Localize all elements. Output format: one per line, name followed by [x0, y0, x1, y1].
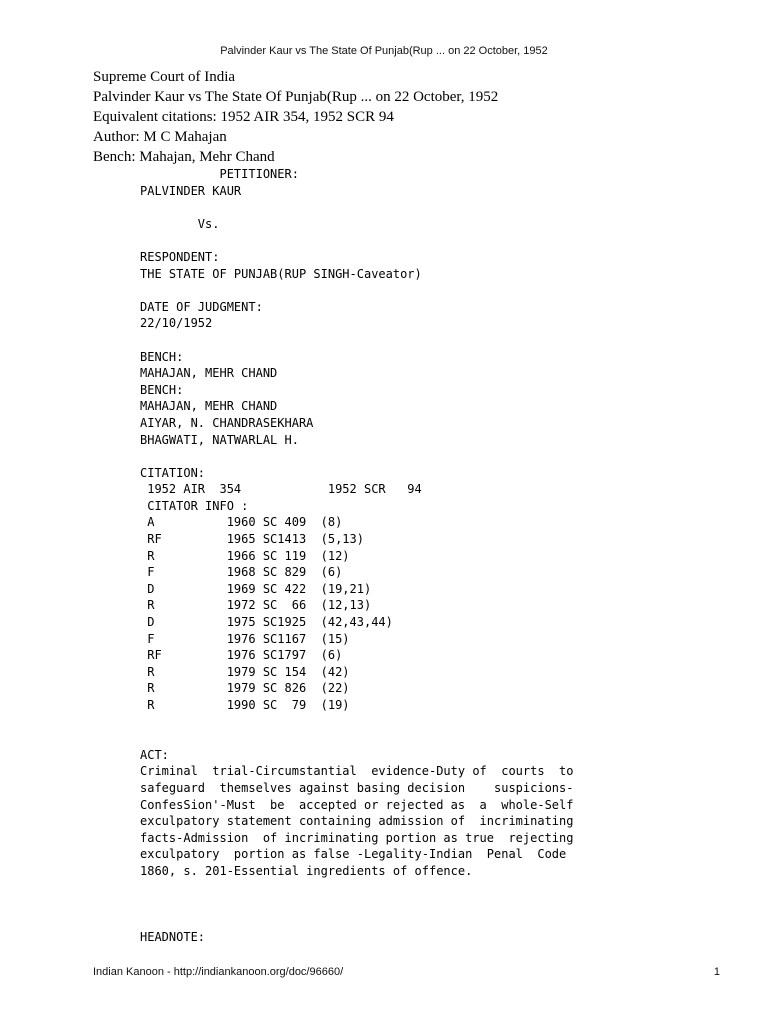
text-line: D 1969 SC 422 (19,21): [140, 581, 372, 596]
bench: Bench: Mahajan, Mehr Chand: [93, 149, 275, 165]
text-line: 1860, s. 201-Essential ingredients of offence.: [140, 863, 473, 878]
text-line: [140, 232, 573, 249]
footer-source: Indian Kanoon - http://indiankanoon.org/doc/96660/: [93, 966, 344, 978]
text-line: PALVINDER KAUR: [140, 183, 242, 198]
text-line: CITATOR INFO :: [140, 498, 249, 513]
text-line: HEADNOTE:: [140, 930, 206, 945]
text-line: Criminal trial-Circumstantial evidence-Duty of courts to: [140, 764, 574, 779]
text-line: MAHAJAN, MEHR CHAND: [140, 399, 278, 414]
text-line: exculpatory statement containing admission of incriminating: [140, 814, 574, 829]
text-line: BENCH:: [140, 349, 184, 364]
text-line: RF 1976 SC1797 (6): [140, 648, 343, 663]
text-line: 1952 AIR 354 1952 SCR 94: [140, 482, 422, 497]
text-line: facts-Admission of incriminating portion as true rejecting: [140, 830, 574, 845]
text-line: [140, 880, 573, 897]
text-line: 22/10/1952: [140, 316, 213, 331]
text-line: [140, 448, 573, 465]
author: Author: M C Mahajan: [93, 129, 227, 145]
text-line: BHAGWATI, NATWARLAL H.: [140, 432, 299, 447]
text-line: [140, 714, 573, 731]
text-line: CITATION:: [140, 465, 206, 480]
text-line: MAHAJAN, MEHR CHAND: [140, 366, 278, 381]
text-line: R 1979 SC 826 (22): [140, 681, 350, 696]
page-number: 1: [713, 966, 720, 978]
text-line: D 1975 SC1925 (42,43,44): [140, 615, 393, 630]
text-line: THE STATE OF PUNJAB(RUP SINGH-Caveator): [140, 266, 422, 281]
text-line: [140, 199, 573, 216]
text-line: exculpatory portion as false -Legality-Indian Penal Code: [140, 847, 567, 862]
text-line: ACT:: [140, 747, 169, 762]
text-line: F 1968 SC 829 (6): [140, 565, 343, 580]
text-line: R 1990 SC 79 (19): [140, 698, 350, 712]
running-header: Palvinder Kaur vs The State Of Punjab(Rup ... on 22 October, 1952: [220, 45, 548, 57]
text-line: PETITIONER:: [140, 167, 299, 181]
document-meta: [93, 67, 498, 167]
text-line: [140, 282, 573, 299]
equivalent-citations: Equivalent citations: 1952 AIR 354, 1952 SCR 94: [93, 109, 394, 125]
text-line: R 1972 SC 66 (12,13): [140, 598, 372, 613]
text-line: [140, 730, 573, 747]
text-line: [140, 913, 573, 930]
text-line: BENCH:: [140, 382, 184, 397]
text-line: RESPONDENT:: [140, 249, 220, 264]
text-line: [140, 332, 573, 349]
text-line: safeguard themselves against basing decision suspicions-: [140, 780, 574, 795]
case-title: Palvinder Kaur vs The State Of Punjab(Rup ... on 22 October, 1952: [93, 89, 499, 105]
text-line: R 1979 SC 154 (42): [140, 664, 350, 679]
text-line: RF 1965 SC1413 (5,13): [140, 532, 364, 547]
text-line: DATE OF JUDGMENT:: [140, 299, 263, 314]
judgment-text: [140, 166, 573, 946]
text-line: R 1966 SC 119 (12): [140, 548, 350, 563]
text-line: ConfesSion'-Must be accepted or rejected as a whole-Self: [140, 797, 574, 812]
text-line: [140, 896, 573, 913]
text-line: Vs.: [140, 216, 220, 231]
text-line: A 1960 SC 409 (8): [140, 515, 343, 530]
text-line: F 1976 SC1167 (15): [140, 631, 350, 646]
text-line: AIYAR, N. CHANDRASEKHARA: [140, 415, 314, 430]
court-name: Supreme Court of India: [93, 69, 236, 85]
